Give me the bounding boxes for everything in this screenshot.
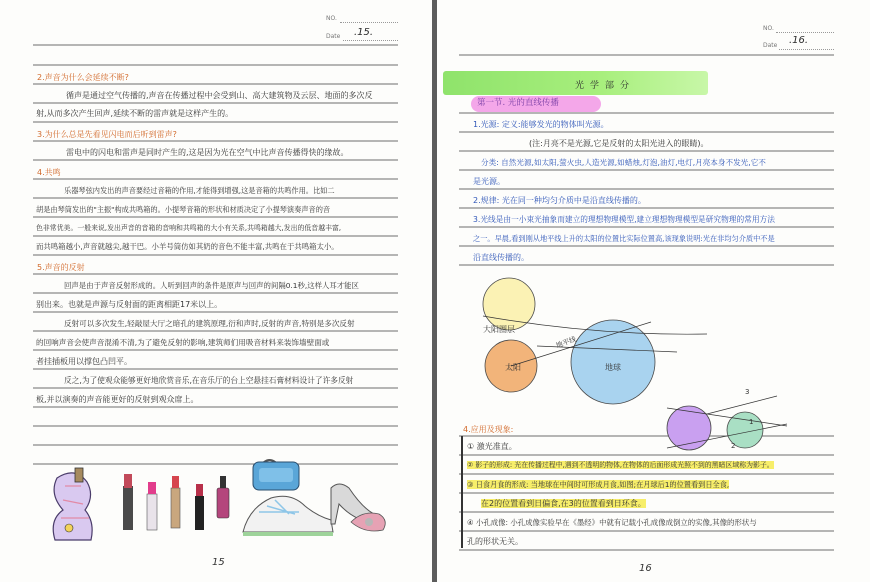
classification-line: 是光源。 <box>473 177 505 186</box>
header-no-label: NO. <box>763 25 774 32</box>
section-body-line: 胡是由琴筒发出的"主振"构成共鸣箱的。小提琴音箱的形状和材质决定了小提琴演奏声音的音 <box>36 205 331 214</box>
position-1-label: 1 <box>749 418 754 426</box>
section-body-line: 反射可以多次发生,轻敲屋大厅之暗孔的建筑原理,衍和声时,反射的声音,特别是多次反射 <box>64 319 355 328</box>
page-number: 16 <box>639 563 652 574</box>
fashion-illustration <box>35 448 400 548</box>
section-body-line: 反之,为了使观众能够更好地欣赏音乐,在音乐厅的台上空悬挂石膏材料设计了许多反射 <box>64 376 354 385</box>
header-date-label: Date <box>326 33 341 40</box>
model-line: 沿直线传播的。 <box>473 253 529 262</box>
section-heading: 2.声音为什么会延续不断? <box>37 73 129 82</box>
application-item-text: ③ 日食月食的形成: 当地球在中间时可形成月食,如图;在月球后1的位置看到日全食, <box>467 480 730 489</box>
header-date-line <box>343 40 398 41</box>
section-title: 第一节. 光的直线传播 <box>477 98 559 108</box>
earth-label: 地球 <box>605 363 621 372</box>
model-line: 3.光线是由一小束光抽象而建立的理想物理模型,建立理想物理模型是研究物理的常用方法 <box>473 215 775 224</box>
section-body-line: 者挂插板用以撑包凸凹平。 <box>36 357 132 366</box>
classification-line: 分类: 自然光源,如太阳,萤火虫,人造光源,如蜡烛,灯泡,油灯,电灯,月亮本身不发光,它不 <box>481 158 766 167</box>
section-body-line: 的回响声音会使声音混淆不清,为了避免反射的影响,建筑师们用吸音材料来装饰墙壁面或 <box>36 338 330 347</box>
sun-label: 太阳 <box>505 363 521 372</box>
position-2-label: 2 <box>731 442 736 450</box>
page-title: 光学部分 <box>575 81 636 91</box>
note-line: (注:月亮不是光源,它是反射的太阳光进入的眼睛)。 <box>529 139 709 148</box>
section-body-line: 色非常优美。一般来说,发出声音的音箱的音响和共鸣箱的大小有关系,共鸣箱越大,发出的低音越丰富, <box>36 224 342 232</box>
notebook-page-right <box>437 0 870 582</box>
definition-line: 1.光源: 定义:能够发光的物体叫光源。 <box>473 120 609 129</box>
header-date-line <box>779 49 834 50</box>
section-body-line: 乐器琴弦内发出的声音要经过音箱的作用,才能得到增强,这是音箱的共鸣作用。比如二 <box>64 186 335 195</box>
application-item <box>467 479 729 490</box>
section-body-line: 雷电中的闪电和雷声是同时产生的,这是因为光在空气中比声音传播得快的缘故。 <box>66 148 349 157</box>
section-body-line: 射,从而多次产生回声,延续不断的雷声就是这样产生的。 <box>36 109 234 118</box>
section-body-line: 回声是由于声音反射形成的。人听到回声的条件是原声与回声的间隔0.1秒,这样人耳才能区 <box>64 281 359 290</box>
guitar-case-icon <box>53 468 92 540</box>
rule-line: 2.规律: 光在同一种均匀介质中是沿直线传播的。 <box>473 196 646 205</box>
section-heading: 5.声音的反射 <box>37 263 85 272</box>
section-body-line: 别出来。也就是声源与反射面的距离相距17米以上。 <box>36 300 223 309</box>
section-body-line: 而共鸣箱越小,声音就越尖,越干巴。小羊号筒仿如其奶的音色不能丰富,共鸣在于共鸣箱太小。 <box>36 242 339 251</box>
section-heading: 3.为什么总是先看见闪电而后听到雷声? <box>37 130 177 139</box>
bracket-line <box>461 436 463 548</box>
application-item-text: ② 影子的形成: 光在传播过程中,遇到不透明的物体,在物体的后面形成光照不到的黑暗区域称为影子。 <box>467 461 774 469</box>
application-item <box>481 498 646 509</box>
header-date-value: .16. <box>789 35 809 46</box>
page-number: 15 <box>212 557 225 568</box>
application-item: ① 激光准直。 <box>467 442 517 451</box>
application-item <box>467 460 774 471</box>
model-line: 之一。早晨,看到刚从地平线上升的太阳的位置比实际位置高,该现象说明:光在非均匀介质中不是 <box>473 234 775 243</box>
high-heel-icon <box>331 484 385 531</box>
atmosphere-circle <box>483 278 535 330</box>
header-date-label: Date <box>763 42 778 49</box>
application-item-text: 在2的位置看到日偏食,在3的位置看到日环食。 <box>481 499 646 508</box>
handbag-icon <box>253 460 299 490</box>
sneaker-icon <box>243 496 333 536</box>
section-body-line: 循声是通过空气传播的,声音在传播过程中会受到山、高大建筑物及云层、地面的多次反 <box>66 91 373 100</box>
nail-polish-icon <box>217 476 229 518</box>
header-no-line <box>776 32 834 33</box>
application-item: 孔的形状无关。 <box>467 537 523 546</box>
section-body-line: 板,并以演奏的声音能更好的反射到观众席上。 <box>36 395 199 404</box>
header-no-line <box>340 22 398 23</box>
atmosphere-label: 大阳圈层 <box>483 325 515 334</box>
lipstick-icon <box>123 474 204 530</box>
section-heading: 4.共鸣 <box>37 168 61 177</box>
notebook-page-left <box>0 0 432 582</box>
position-3-label: 3 <box>745 388 750 396</box>
application-item: ④ 小孔成像: 小孔成像实验早在《墨经》中就有记载小孔成像成倒立的实像,其像的形状与 <box>467 518 757 527</box>
header-no-label: NO. <box>326 15 337 22</box>
header-date-value: .15. <box>354 27 374 38</box>
earth-circle <box>571 320 655 404</box>
applications-heading: 4.应用及现象: <box>463 425 514 434</box>
horizon-label: 地平线 <box>554 335 578 350</box>
